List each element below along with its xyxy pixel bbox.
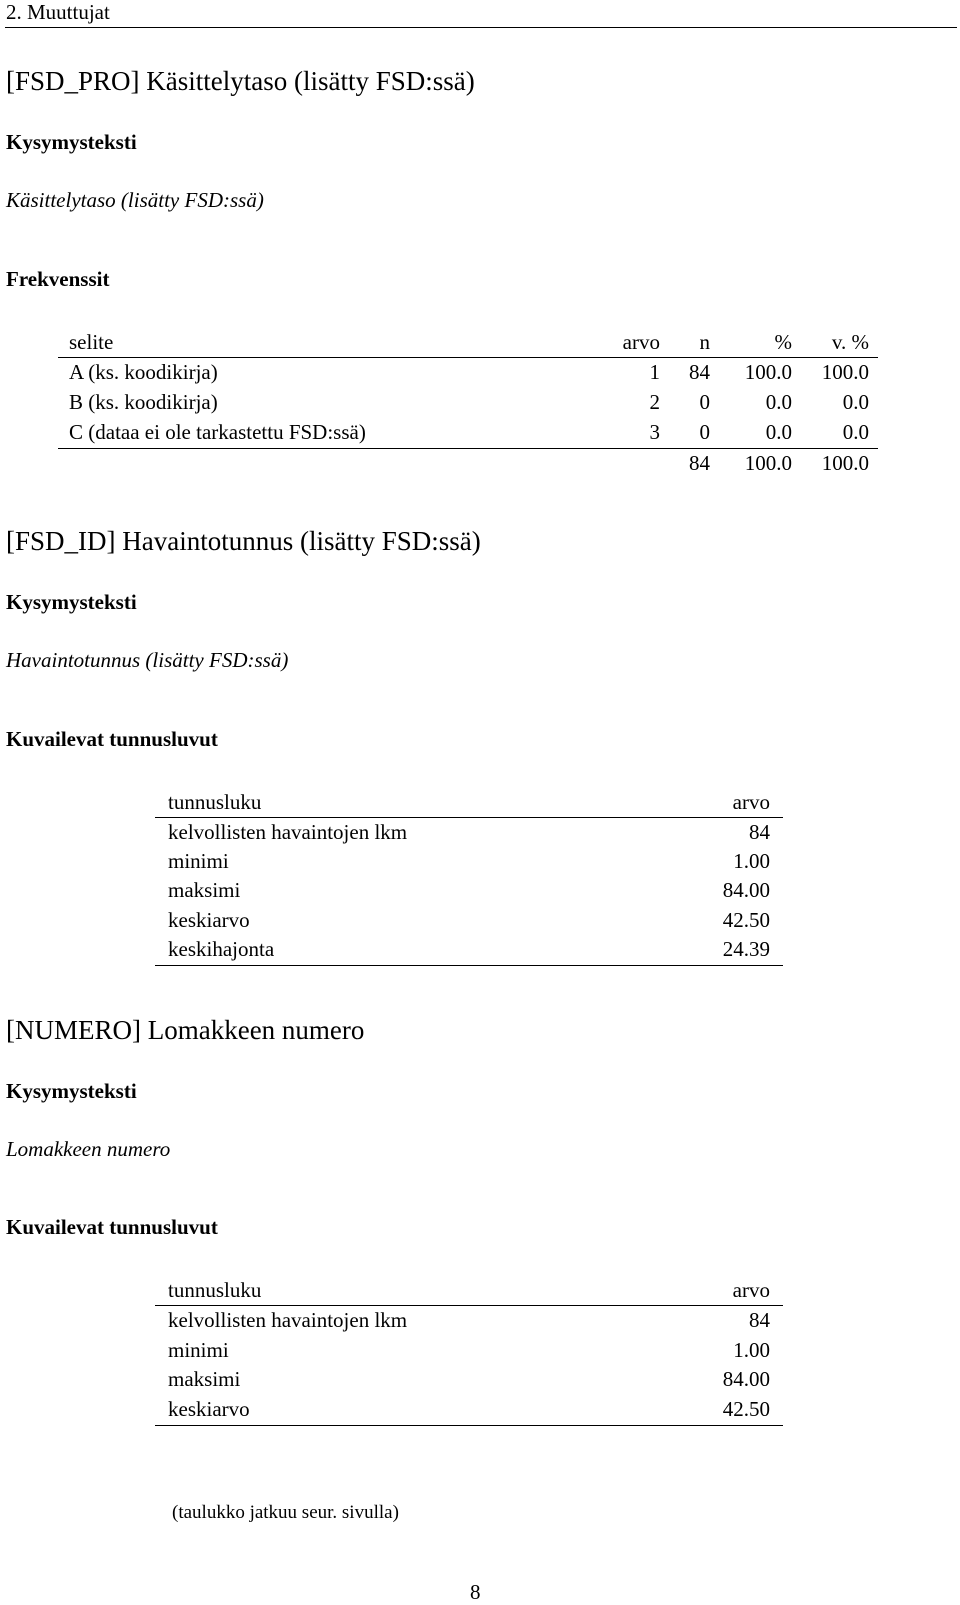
table-header-arvo: arvo [732, 790, 770, 814]
chapter-header: 2. Muuttujat [6, 0, 110, 24]
row-label: C (dataa ei ole tarkastettu FSD:ssä) [69, 420, 366, 444]
row-value: 1.00 [733, 1338, 770, 1362]
table-header-arvo: arvo [622, 330, 660, 354]
table-rule [155, 1425, 783, 1426]
row-valid-percent: 100.0 [821, 360, 869, 384]
table-header-arvo: arvo [732, 1278, 770, 1302]
question-heading: Kysymysteksti [6, 590, 137, 614]
table-header-tunnusluku: tunnusluku [168, 790, 262, 814]
table-header-n: n [699, 330, 710, 354]
table-header-selite: selite [69, 330, 114, 354]
row-value: 24.39 [722, 937, 770, 961]
header-rule [5, 27, 957, 28]
row-valid-percent: 0.0 [842, 390, 869, 414]
row-value: 84.00 [722, 878, 770, 902]
row-label: minimi [168, 849, 229, 873]
row-label: A (ks. koodikirja) [69, 360, 218, 384]
question-text: Havaintotunnus (lisätty FSD:ssä) [6, 648, 289, 672]
row-n: 0 [699, 420, 710, 444]
table-rule [155, 817, 783, 818]
row-n: 0 [699, 390, 710, 414]
row-label: kelvollisten havaintojen lkm [168, 820, 408, 844]
row-label: minimi [168, 1338, 229, 1362]
row-value: 1 [649, 360, 660, 384]
question-heading: Kysymysteksti [6, 1079, 137, 1103]
row-percent: 0.0 [765, 390, 792, 414]
row-value: 1.00 [733, 849, 770, 873]
row-label: maksimi [168, 1367, 241, 1391]
total-valid-percent: 100.0 [821, 451, 869, 475]
table-rule [155, 1305, 783, 1306]
stats-heading: Kuvailevat tunnusluvut [6, 1215, 218, 1239]
question-text: Käsittelytaso (lisätty FSD:ssä) [6, 188, 264, 212]
question-text: Lomakkeen numero [6, 1137, 171, 1161]
table-rule [155, 965, 783, 966]
frequency-heading: Frekvenssit [6, 267, 110, 291]
row-label: kelvollisten havaintojen lkm [168, 1308, 408, 1332]
row-label: keskiarvo [168, 908, 250, 932]
table-rule [58, 448, 878, 449]
row-label: keskihajonta [168, 937, 275, 961]
table-header-valid-percent: v. % [831, 330, 869, 354]
row-value: 3 [649, 420, 660, 444]
total-n: 84 [689, 451, 710, 475]
page-number: 8 [470, 1580, 481, 1604]
row-valid-percent: 0.0 [842, 420, 869, 444]
table-header-tunnusluku: tunnusluku [168, 1278, 262, 1302]
variable-title: [FSD_ID] Havaintotunnus (lisätty FSD:ssä) [6, 526, 481, 556]
row-percent: 0.0 [765, 420, 792, 444]
row-value: 42.50 [722, 1397, 770, 1421]
row-value: 42.50 [722, 908, 770, 932]
question-heading: Kysymysteksti [6, 130, 137, 154]
total-percent: 100.0 [744, 451, 792, 475]
stats-heading: Kuvailevat tunnusluvut [6, 727, 218, 751]
row-n: 84 [689, 360, 710, 384]
variable-title: [NUMERO] Lomakkeen numero [6, 1015, 365, 1045]
row-value: 84 [749, 820, 770, 844]
row-label: keskiarvo [168, 1397, 250, 1421]
row-value: 2 [649, 390, 660, 414]
row-percent: 100.0 [744, 360, 792, 384]
continuation-note: (taulukko jatkuu seur. sivulla) [172, 1502, 399, 1523]
row-value: 84.00 [722, 1367, 770, 1391]
table-rule [58, 357, 878, 358]
row-label: maksimi [168, 878, 241, 902]
row-value: 84 [749, 1308, 770, 1332]
table-header-percent: % [774, 330, 792, 354]
row-label: B (ks. koodikirja) [69, 390, 218, 414]
variable-title: [FSD_PRO] Käsittelytaso (lisätty FSD:ssä) [6, 66, 475, 96]
